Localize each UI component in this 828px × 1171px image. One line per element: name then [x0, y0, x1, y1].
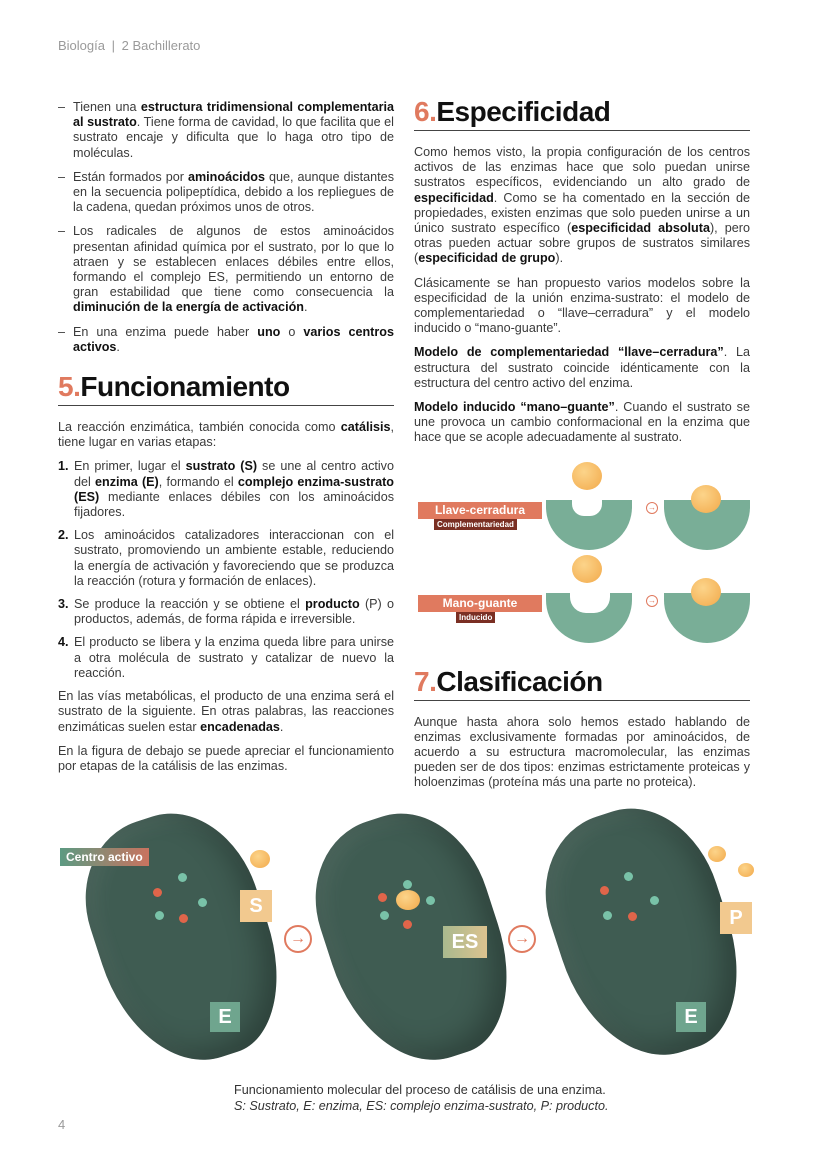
step-item: 4. El producto se libera y la enzima queda libre para unirse a otra molécula de sustrato y catalizar de nuevo la reacción.: [58, 635, 394, 680]
enzyme-illustration: [64, 793, 303, 1083]
bullet-item: – Tienen una estructura tridimensional complementaria al sustrato. Tiene forma de cavidad, lo que facilita que el sustrato encaje y dificulta que lo haga otro tipo de moléculas.: [58, 100, 394, 160]
header-separator: |: [111, 38, 115, 53]
enzyme-illustration: [294, 793, 533, 1083]
section-heading-funcionamiento: [58, 371, 394, 406]
paragraph: Modelo inducido “mano–guante”. Cuando el sustrato se une provoca un cambio conformacional en la enzima que hace que se acople adecuadamente al sustrato.: [414, 400, 750, 445]
bullet-list: [58, 100, 394, 355]
paragraph: Como hemos visto, la propia configuración de los centros activos de las enzimas hace que solo puedan unirse sustratos específicos, evidenciando un alto grado de especificidad. Como se ha comentado en la sección de propiedades, existen enzimas que solo pueden unirse a un único sustrato específico (especificidad absoluta), pero otras pueden actuar sobre grupos de sustratos similares (especificidad de grupo).: [414, 145, 750, 266]
right-column: [414, 96, 750, 800]
sublabel-complementariedad: Complementariedad: [434, 519, 517, 530]
substrate-shape: [572, 555, 602, 583]
bullet-item: – En una enzima puede haber uno o varios centros activos.: [58, 324, 394, 354]
header-subject: Biología: [58, 38, 105, 53]
sublabel-inducido: Inducido: [456, 612, 495, 623]
label-p: P: [720, 902, 752, 934]
substrate-shape: [572, 462, 602, 490]
paragraph: Modelo de complementariedad “llave–cerradura”. La estructura del sustrato coincide idénticamente con la estructura del centro activo del enzima.: [414, 345, 750, 390]
section-number: 5.: [58, 371, 81, 403]
section-heading-especificidad: [414, 96, 750, 131]
label-e: E: [676, 1002, 706, 1032]
arrow-icon: →: [284, 925, 312, 953]
product-molecule: [708, 846, 726, 862]
section-title-text: Especificidad: [436, 96, 611, 127]
specificity-diagram: [414, 460, 750, 650]
substrate-bound-shape: [691, 578, 721, 606]
label-es: ES: [443, 926, 487, 958]
bullet-item: – Los radicales de algunos de estos aminoácidos presentan afinidad química por el sustrato, por lo que lo atraen y se establecen enlaces débiles entre ellos, formando el complejo ES, permitiendo un entorno de gran estabilidad que tiene como consecuencia la diminución de la energía de activación.: [58, 224, 394, 315]
step-item: 2. Los aminoácidos catalizadores interaccionan con el sustrato, promoviendo un ambiente estable, reduciendo la energía de activación y favoreciendo que se produzca la reacción (rotura y formación de enlaces).: [58, 528, 394, 588]
section-heading-clasificacion: [414, 666, 750, 701]
substrate-molecule: [250, 850, 270, 868]
step-item: 1. En primer, lugar el sustrato (S) se une al centro activo del enzima (E), formando el complejo enzima-sustrato (ES) mediante enlaces débiles con los aminoácidos fijadores.: [58, 459, 394, 520]
substrate-bound: [396, 890, 420, 910]
page-number: 4: [58, 1117, 66, 1132]
section-number: 6.: [414, 96, 437, 127]
paragraph-metabolic: En las vías metabólicas, el producto de una enzima será el sustrato de la siguiente. En otras palabras, las reacciones enzimáticas suelen estar encadenadas.: [58, 689, 394, 734]
paragraph: Aunque hasta ahora solo hemos estado hablando de enzimas exclusivamente formadas por aminoácidos, de acuerdo a su estructura macromolecular, las enzimas pueden ser de dos tipos: enzimas estrictamente proteicas y holoenzimas (proteína más una parte no proteica).: [414, 714, 750, 790]
step-item: 3. Se produce la reacción y se obtiene el producto (P) o productos, además, de forma rápida e irreversible.: [58, 597, 394, 627]
steps-list: [58, 459, 394, 681]
product-molecule: [738, 863, 754, 877]
catalysis-figure: [58, 808, 770, 1073]
arrow-icon: →: [648, 502, 656, 512]
bullet-item: – Están formados por aminoácidos que, aunque distantes en la secuencia polipeptídica, debido a los repliegues de la cadena, quedan próximos unos de otros.: [58, 169, 394, 215]
section-number: 7.: [414, 665, 437, 697]
label-llave-cerradura: Llave-cerradura: [418, 502, 542, 519]
figure-caption: [234, 1083, 608, 1114]
label-mano-guante: Mano-guante: [418, 595, 542, 612]
caption-title: Funcionamiento molecular del proceso de catálisis de una enzima.: [234, 1083, 606, 1097]
section-title-text: Funcionamiento: [80, 371, 290, 403]
running-header: [58, 38, 200, 53]
enzyme-shape: [546, 500, 632, 550]
section-title-text: Clasificación: [436, 665, 603, 697]
header-course: 2 Bachillerato: [121, 38, 201, 53]
label-centro-activo: Centro activo: [60, 848, 149, 866]
paragraph-intro: La reacción enzimática, también conocida como catálisis, tiene lugar en varias etapas:: [58, 420, 394, 450]
arrow-icon: →: [648, 595, 656, 605]
paragraph-figure-ref: En la figura de debajo se puede apreciar el funcionamiento por etapas de la catálisis de las enzimas.: [58, 743, 394, 773]
caption-legend: S: Sustrato, E: enzima, ES: complejo enzima-sustrato, P: producto.: [234, 1098, 609, 1113]
label-s: S: [240, 890, 272, 922]
arrow-icon: →: [508, 925, 536, 953]
substrate-bound-shape: [691, 485, 721, 513]
left-column: [58, 100, 394, 783]
label-e: E: [210, 1002, 240, 1032]
enzyme-shape: [546, 593, 632, 643]
paragraph: Clásicamente se han propuesto varios modelos sobre la especificidad de la unión enzima-sustrato: el modelo de complementariedad o “llave–cerradura” y el modelo inducido o “mano-guante”.: [414, 275, 750, 336]
